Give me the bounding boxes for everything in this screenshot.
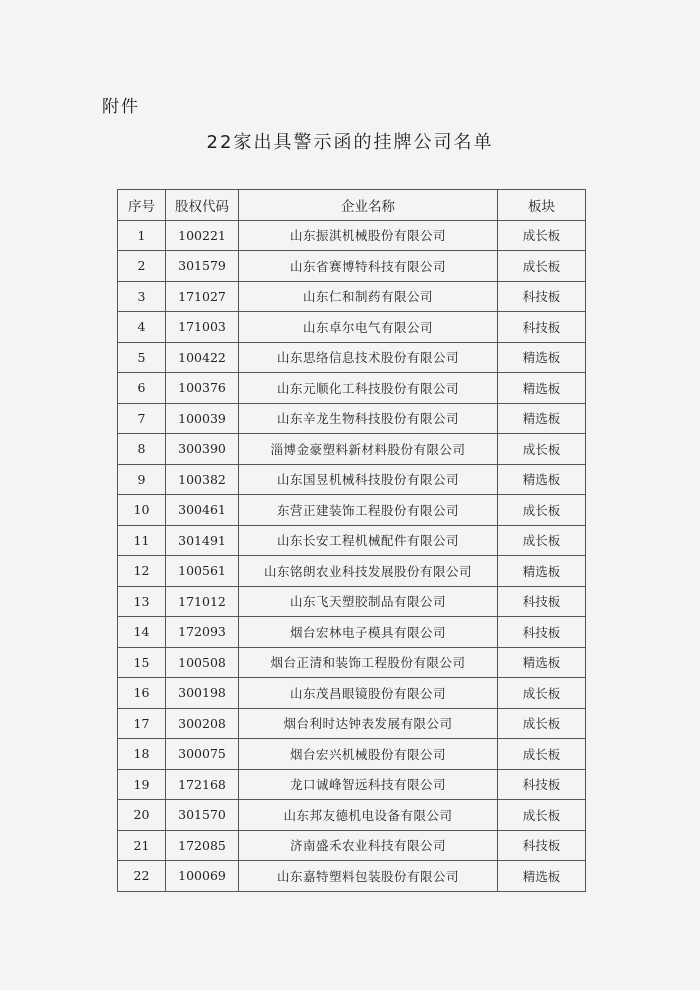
cell-code: 172093 xyxy=(166,617,239,648)
cell-code: 172168 xyxy=(166,769,239,800)
cell-seq: 18 xyxy=(118,739,166,770)
table-row xyxy=(118,495,586,526)
page-title: 22家出具警示函的挂牌公司名单 xyxy=(206,132,494,153)
table-row xyxy=(118,464,586,495)
cell-board: 成长板 xyxy=(498,525,586,556)
cell-code: 301570 xyxy=(166,800,239,831)
cell-code: 300461 xyxy=(166,495,239,526)
cell-company-name: 烟台宏兴机械股份有限公司 xyxy=(239,739,498,770)
cell-company-name: 山东铭朗农业科技发展股份有限公司 xyxy=(239,556,498,587)
cell-board: 精选板 xyxy=(498,556,586,587)
table-row xyxy=(118,800,586,831)
cell-company-name: 烟台正清和装饰工程股份有限公司 xyxy=(239,647,498,678)
cell-board: 成长板 xyxy=(498,495,586,526)
table-body xyxy=(118,220,586,891)
cell-code: 100376 xyxy=(166,373,239,404)
cell-company-name: 烟台利时达钟表发展有限公司 xyxy=(239,708,498,739)
cell-board: 成长板 xyxy=(498,220,586,251)
table-row xyxy=(118,556,586,587)
cell-company-name: 山东嘉特塑料包装股份有限公司 xyxy=(239,861,498,892)
cell-code: 100069 xyxy=(166,861,239,892)
table-row xyxy=(118,342,586,373)
cell-company-name: 山东国昱机械科技股份有限公司 xyxy=(239,464,498,495)
cell-company-name: 烟台宏林电子模具有限公司 xyxy=(239,617,498,648)
table-row xyxy=(118,312,586,343)
table-row xyxy=(118,647,586,678)
cell-board: 精选板 xyxy=(498,861,586,892)
cell-seq: 8 xyxy=(118,434,166,465)
cell-seq: 5 xyxy=(118,342,166,373)
cell-code: 300390 xyxy=(166,434,239,465)
cell-seq: 22 xyxy=(118,861,166,892)
cell-seq: 17 xyxy=(118,708,166,739)
cell-code: 300208 xyxy=(166,708,239,739)
cell-company-name: 山东思络信息技术股份有限公司 xyxy=(239,342,498,373)
cell-seq: 9 xyxy=(118,464,166,495)
table-header-row xyxy=(118,190,586,221)
cell-company-name: 山东卓尔电气有限公司 xyxy=(239,312,498,343)
cell-board: 科技板 xyxy=(498,617,586,648)
cell-seq: 16 xyxy=(118,678,166,709)
header-board: 板块 xyxy=(498,190,586,221)
cell-board: 科技板 xyxy=(498,586,586,617)
cell-code: 171012 xyxy=(166,586,239,617)
cell-company-name: 山东仁和制药有限公司 xyxy=(239,281,498,312)
attachment-label: 附件 xyxy=(102,97,140,117)
cell-company-name: 济南盛禾农业科技有限公司 xyxy=(239,830,498,861)
header-seq: 序号 xyxy=(118,190,166,221)
cell-board: 成长板 xyxy=(498,678,586,709)
table-row xyxy=(118,403,586,434)
table-row xyxy=(118,861,586,892)
cell-board: 精选板 xyxy=(498,403,586,434)
cell-seq: 12 xyxy=(118,556,166,587)
cell-board: 成长板 xyxy=(498,800,586,831)
cell-company-name: 龙口诚峰智远科技有限公司 xyxy=(239,769,498,800)
cell-board: 科技板 xyxy=(498,312,586,343)
table-row xyxy=(118,617,586,648)
table-row xyxy=(118,708,586,739)
cell-board: 成长板 xyxy=(498,708,586,739)
cell-company-name: 山东辛龙生物科技股份有限公司 xyxy=(239,403,498,434)
cell-code: 100422 xyxy=(166,342,239,373)
cell-seq: 3 xyxy=(118,281,166,312)
cell-board: 精选板 xyxy=(498,464,586,495)
table-row xyxy=(118,281,586,312)
cell-company-name: 山东元顺化工科技股份有限公司 xyxy=(239,373,498,404)
cell-company-name: 山东邦友德机电设备有限公司 xyxy=(239,800,498,831)
cell-code: 171027 xyxy=(166,281,239,312)
header-name: 企业名称 xyxy=(239,190,498,221)
cell-company-name: 山东茂昌眼镜股份有限公司 xyxy=(239,678,498,709)
cell-seq: 1 xyxy=(118,220,166,251)
table-row xyxy=(118,830,586,861)
table-row xyxy=(118,739,586,770)
cell-board: 成长板 xyxy=(498,434,586,465)
cell-seq: 11 xyxy=(118,525,166,556)
cell-code: 171003 xyxy=(166,312,239,343)
cell-code: 300198 xyxy=(166,678,239,709)
cell-board: 成长板 xyxy=(498,739,586,770)
table-row xyxy=(118,373,586,404)
cell-seq: 4 xyxy=(118,312,166,343)
table-row xyxy=(118,586,586,617)
cell-code: 172085 xyxy=(166,830,239,861)
table-row xyxy=(118,434,586,465)
cell-company-name: 淄博金豪塑料新材料股份有限公司 xyxy=(239,434,498,465)
cell-code: 100382 xyxy=(166,464,239,495)
cell-code: 301491 xyxy=(166,525,239,556)
cell-seq: 20 xyxy=(118,800,166,831)
table-row xyxy=(118,525,586,556)
cell-seq: 21 xyxy=(118,830,166,861)
cell-company-name: 东营正建装饰工程股份有限公司 xyxy=(239,495,498,526)
cell-seq: 19 xyxy=(118,769,166,800)
company-table xyxy=(117,189,586,892)
cell-seq: 10 xyxy=(118,495,166,526)
cell-code: 100561 xyxy=(166,556,239,587)
cell-company-name: 山东振淇机械股份有限公司 xyxy=(239,220,498,251)
cell-seq: 14 xyxy=(118,617,166,648)
table-row xyxy=(118,769,586,800)
cell-board: 科技板 xyxy=(498,281,586,312)
cell-seq: 6 xyxy=(118,373,166,404)
cell-code: 300075 xyxy=(166,739,239,770)
table-row xyxy=(118,220,586,251)
cell-board: 科技板 xyxy=(498,769,586,800)
cell-board: 精选板 xyxy=(498,373,586,404)
cell-seq: 15 xyxy=(118,647,166,678)
cell-code: 100221 xyxy=(166,220,239,251)
table-row xyxy=(118,678,586,709)
cell-company-name: 山东飞天塑胶制品有限公司 xyxy=(239,586,498,617)
cell-board: 科技板 xyxy=(498,830,586,861)
cell-code: 100039 xyxy=(166,403,239,434)
cell-company-name: 山东省赛博特科技有限公司 xyxy=(239,251,498,282)
cell-board: 精选板 xyxy=(498,647,586,678)
cell-code: 100508 xyxy=(166,647,239,678)
cell-board: 精选板 xyxy=(498,342,586,373)
header-code: 股权代码 xyxy=(166,190,239,221)
table-row xyxy=(118,251,586,282)
cell-company-name: 山东长安工程机械配件有限公司 xyxy=(239,525,498,556)
cell-seq: 13 xyxy=(118,586,166,617)
cell-seq: 7 xyxy=(118,403,166,434)
cell-board: 成长板 xyxy=(498,251,586,282)
cell-seq: 2 xyxy=(118,251,166,282)
cell-code: 301579 xyxy=(166,251,239,282)
